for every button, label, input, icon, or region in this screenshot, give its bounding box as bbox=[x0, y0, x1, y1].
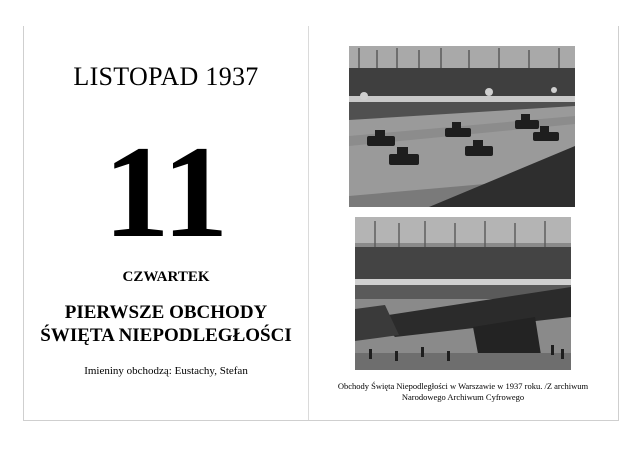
nameday-text: Imieniny obchodzą: Eustachy, Stefan bbox=[84, 365, 248, 377]
calendar-left-page bbox=[24, 26, 308, 420]
headline-line-1: PIERWSZE OBCHODY bbox=[64, 302, 268, 323]
day-number: 11 bbox=[103, 118, 229, 265]
page-divider bbox=[308, 26, 309, 420]
weekday: CZWARTEK bbox=[122, 269, 210, 285]
photo-caption: Obchody Święta Niepodległości w Warszawie w 1937 roku. /Z archiwum Narodowego Archiwum Cyfrowego bbox=[337, 381, 589, 402]
headline-line-2: ŚWIĘTA NIEPODLEGŁOŚCI bbox=[40, 324, 292, 346]
parade-photo-troops bbox=[355, 217, 571, 370]
month-year: LISTOPAD 1937 bbox=[73, 62, 259, 91]
headline bbox=[24, 302, 308, 348]
parade-photo-tanks bbox=[349, 46, 575, 207]
